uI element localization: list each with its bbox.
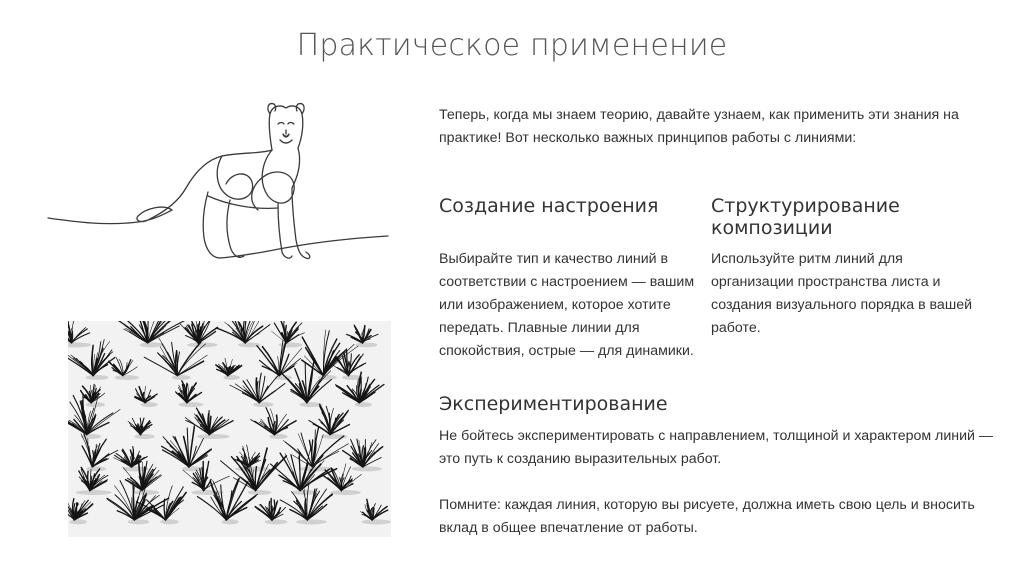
grass-shadow: [140, 342, 164, 347]
grass-in-snow-photo: [68, 321, 391, 537]
grass-shadow: [352, 466, 382, 471]
grass-shadow: [300, 402, 323, 407]
page-title: Практическое применение: [296, 28, 728, 63]
grass-shadow: [361, 519, 391, 524]
intro-text: Теперь, когда мы знаем теорию, давайте узнаем, как применить эти знания на практике! Вот несколько важных принципов работы с линиями:: [439, 107, 959, 146]
grass-shadow: [160, 519, 179, 524]
section-text-structure: Используйте ритм линий для организации пространства листа и создания визуального порядка в вашей работе.: [711, 251, 973, 336]
grass-shadow: [197, 434, 230, 439]
grass-blade: [148, 321, 149, 343]
grass-shadow: [70, 519, 87, 524]
section-heading-mood: Создание настроения: [439, 195, 659, 217]
grass-shadow: [172, 375, 190, 380]
section-heading-experiment: Экспериментирование: [439, 393, 668, 415]
grass-shadow: [269, 434, 287, 439]
section-heading-structure: Структурирование композиции: [711, 195, 900, 239]
grass-shadow: [115, 375, 139, 380]
lion-line-art-illustration: [46, 100, 391, 270]
grass-shadow: [355, 402, 372, 407]
section-text-mood: Выбирайте тип и качество линий в соответствии с настроением — вашим или изображением, которое хотите передать. Плавные линии для спокойствия, острые — для динамики.: [439, 251, 695, 359]
grass-shadow: [128, 519, 150, 524]
section-text-experiment: Не бойтесь экспериментировать с направлением, толщиной и характером линий — это путь к созданию выразительных работ.: [439, 428, 994, 467]
grass-shadow: [222, 519, 239, 524]
grass-shadow: [135, 434, 155, 439]
grass-shadow: [248, 490, 272, 495]
closing-note: Помните: каждая линия, которую вы рисуете, должна иметь свою цель и вносить вклад в общее впечатление от работы.: [439, 497, 975, 536]
grass-blade: [227, 368, 228, 376]
grass-shadow: [81, 434, 101, 439]
grass-shadow: [86, 466, 106, 471]
grass-shadow: [76, 490, 112, 495]
grass-shadow: [224, 375, 240, 380]
grass-shadow: [141, 402, 158, 407]
grass-shadow: [86, 375, 109, 380]
grass-shadow: [253, 402, 274, 407]
grass-shadow: [265, 519, 288, 524]
grass-shadow: [296, 519, 327, 524]
grass-shadow: [355, 342, 377, 347]
grass-shadow: [275, 375, 292, 380]
grass-shadow: [178, 402, 203, 407]
grass-shadow: [330, 490, 361, 495]
